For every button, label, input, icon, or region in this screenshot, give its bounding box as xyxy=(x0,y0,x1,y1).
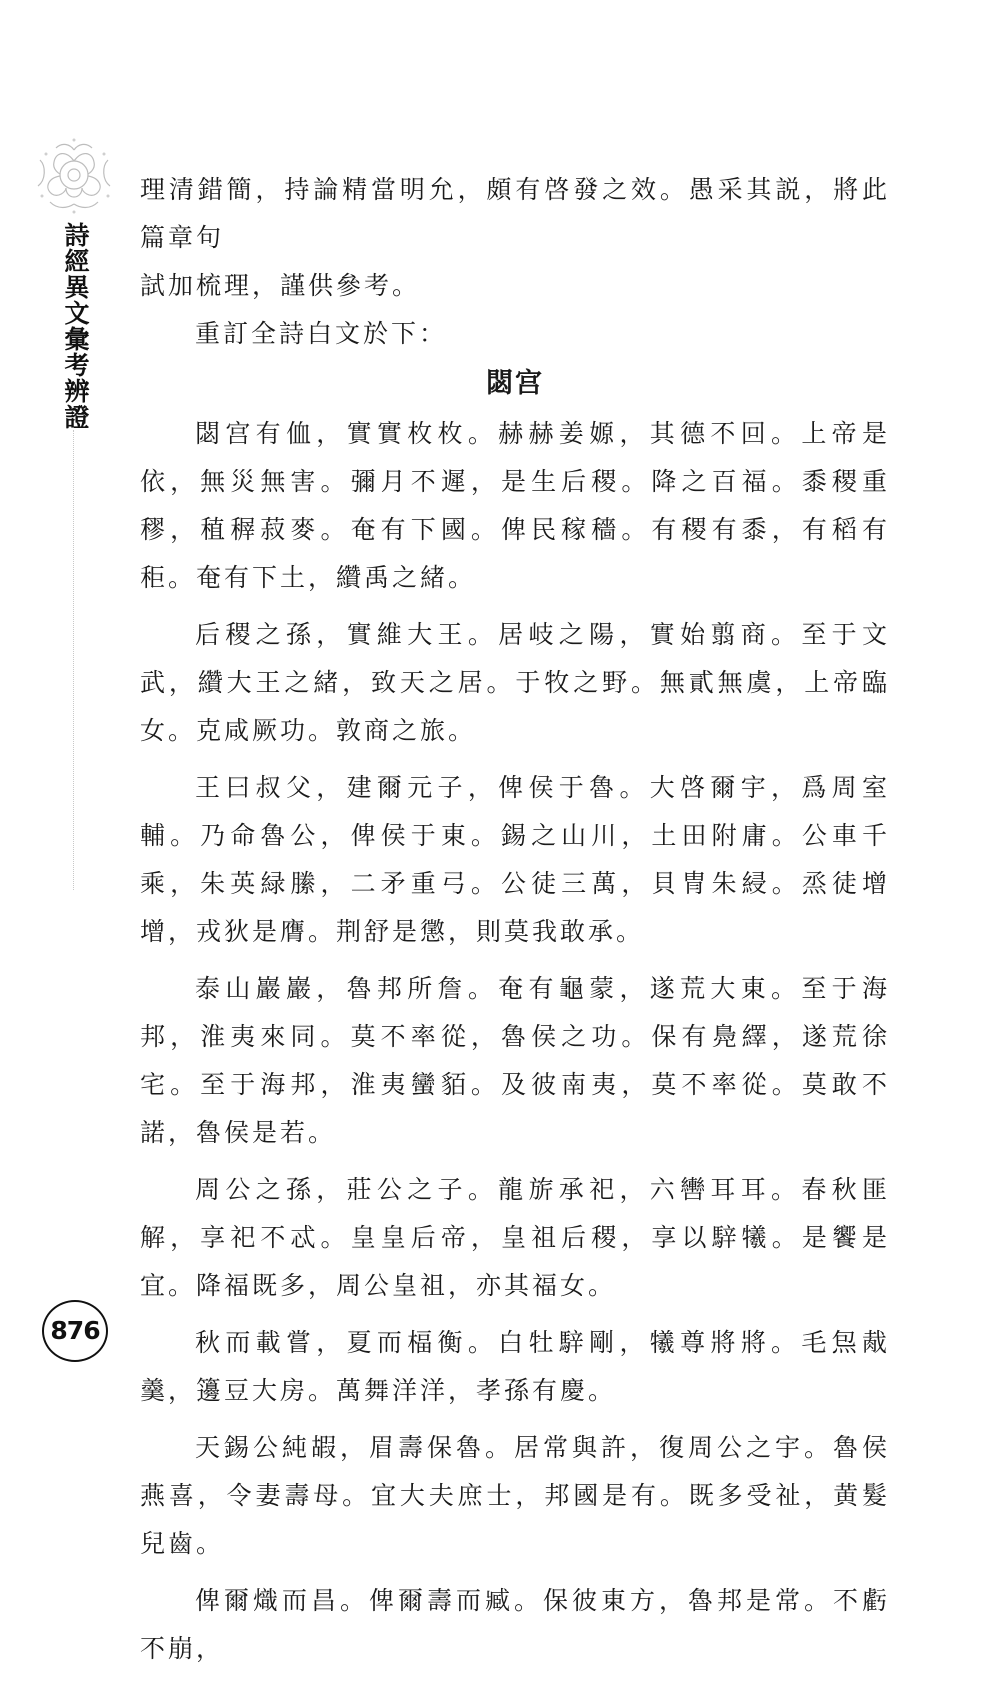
page-body xyxy=(140,166,890,1682)
intro-line-2: 試加梳理，謹供參考。 xyxy=(140,271,421,300)
stanza-6: 秋而載嘗，夏而楅衡。白牡騂剛，犧尊將將。毛炰胾羹，籩豆大房。萬舞洋洋，孝孫有慶。 xyxy=(140,1328,890,1405)
stanza-5: 周公之孫，莊公之子。龍旂承祀，六轡耳耳。春秋匪解，享祀不忒。皇皇后帝，皇祖后稷，享以騂犧。是饗是宜。降福既多，周公皇祖，亦其福女。 xyxy=(140,1175,890,1300)
poem-title: 閟宫 xyxy=(486,368,544,399)
stanza-7: 天錫公純嘏，眉壽保魯。居常與許，復周公之宇。魯侯燕喜，令妻壽母。宜大夫庶士，邦國是有。既多受祉，黄髮兒齒。 xyxy=(140,1433,890,1558)
stanza-8: 俾爾熾而昌。俾爾壽而臧。保彼東方，魯邦是常。不虧不崩， xyxy=(140,1586,890,1663)
book-title-vertical: 詩經異文彙考辨證 xyxy=(61,222,90,430)
stanza-3: 王曰叔父，建爾元子，俾侯于魯。大啓爾宇，爲周室輔。乃命魯公，俾侯于東。錫之山川，土田附庸。公車千乘，朱英緑縢，二矛重弓。公徒三萬，貝冑朱綅。烝徒增增，戎狄是膺。荆舒是懲，則莫我敢承。 xyxy=(140,773,890,946)
stanza-1: 閟宫有侐，實實枚枚。赫赫姜嫄，其德不回。上帝是依，無災無害。彌月不遲，是生后稷。降之百福。黍稷重穋，稙稺菽麥。奄有下國。俾民稼穡。有稷有黍，有稻有秬。奄有下土，纘禹之緒。 xyxy=(140,419,890,592)
floral-ornament-icon xyxy=(26,130,126,220)
margin-rule xyxy=(73,430,74,890)
page-number: 876 xyxy=(42,1300,108,1362)
stanza-4: 泰山巖巖，魯邦所詹。奄有龜蒙，遂荒大東。至于海邦，淮夷來同。莫不率從，魯侯之功。保有鳧繹，遂荒徐宅。至于海邦，淮夷蠻貊。及彼南夷，莫不率從。莫敢不諾，魯侯是若。 xyxy=(140,974,890,1147)
stanza-2: 后稷之孫，實維大王。居岐之陽，實始翦商。至于文武，纘大王之緒，致天之居。于牧之野。無貳無虞，上帝臨女。克咸厥功。敦商之旅。 xyxy=(140,620,890,745)
poem-intro-heading: 重訂全詩白文於下： xyxy=(195,319,448,348)
intro-line-1: 理清錯簡，持論精當明允，頗有啓發之效。愚采其説，將此篇章句 xyxy=(140,175,890,252)
